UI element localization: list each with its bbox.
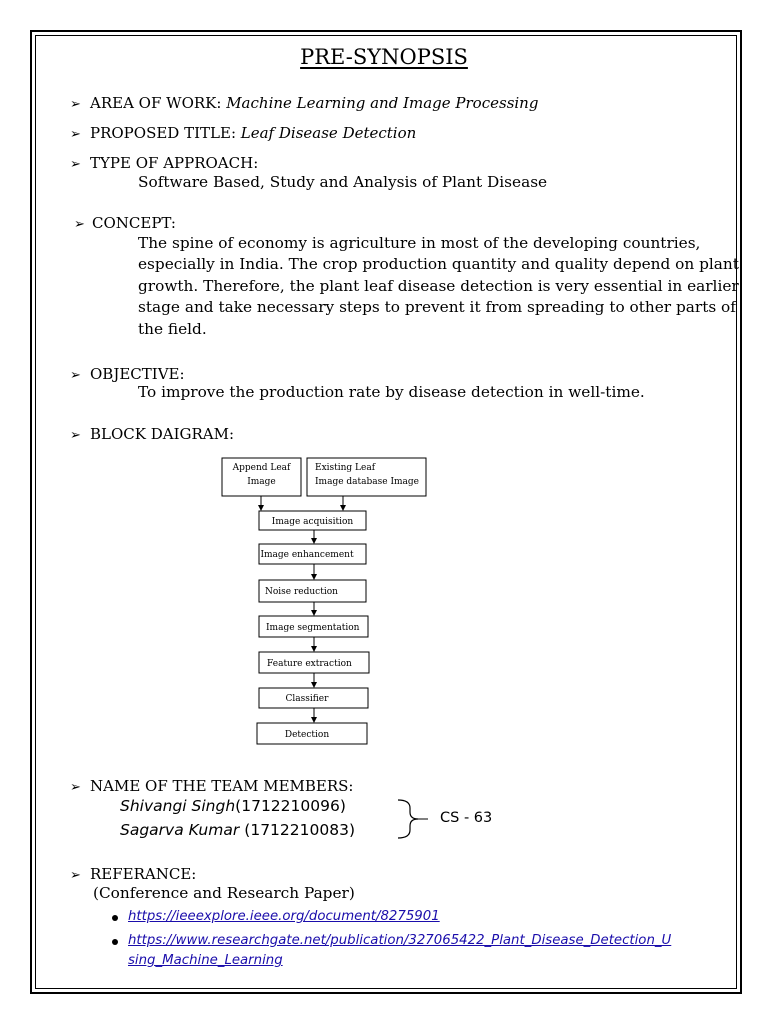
step-label-5: Feature extraction — [267, 659, 352, 669]
concept-line-1: The spine of economy is agriculture in most of the developing countries, — [138, 234, 701, 252]
concept-label: CONCEPT: — [92, 214, 176, 232]
reference-label: REFERANCE: — [90, 865, 197, 883]
bullet-dot-icon — [112, 939, 118, 945]
reference-link-2-cont[interactable]: sing_Machine_Learning — [128, 953, 283, 968]
step-label-1: Image acquisition — [271, 517, 354, 527]
concept-line-3: growth. Therefore, the plant leaf disease detection is very essential in earlier — [138, 277, 739, 295]
member-id: (1712210083) — [244, 821, 355, 839]
concept-line-4: stage and take necessary steps to prevent it from spreading to other parts of — [138, 298, 736, 316]
team-member-1 — [120, 796, 346, 815]
block-diagram-row — [70, 424, 234, 446]
member-id: (1712210096) — [235, 797, 346, 815]
proposed-label: PROPOSED TITLE: — [90, 124, 236, 142]
arrow-bullet-icon: ➢ — [70, 97, 81, 112]
arrow-bullet-icon: ➢ — [70, 428, 81, 443]
arrow-bullet-icon: ➢ — [74, 217, 85, 232]
objective-value: To improve the production rate by disease detection in well-time. — [138, 383, 645, 401]
step-label-2: Image enhancement — [260, 550, 354, 560]
arrow-bullet-icon: ➢ — [70, 127, 81, 142]
input-2-line-1: Existing Leaf — [315, 463, 376, 473]
input-2-line-2: Image database Image — [315, 477, 419, 487]
proposed-value: Leaf Disease Detection — [240, 124, 417, 142]
concept-line-5: the field. — [138, 320, 207, 338]
arrow-bullet-icon: ➢ — [70, 868, 81, 883]
arrow-bullet-icon: ➢ — [70, 157, 81, 172]
member-name: Sagarva Kumar — [120, 821, 240, 839]
area-value: Machine Learning and Image Processing — [226, 94, 539, 112]
proposed-title-row — [70, 123, 416, 145]
block-label: BLOCK DAIGRAM: — [90, 425, 235, 443]
area-of-work-row — [70, 93, 538, 115]
member-name: Shivangi Singh — [120, 797, 236, 815]
objective-label: OBJECTIVE: — [90, 365, 185, 383]
arrow-bullet-icon: ➢ — [70, 368, 81, 383]
concept-row — [74, 213, 176, 235]
reference-link-1[interactable]: https://ieeexplore.ieee.org/document/8275901 — [128, 909, 440, 924]
reference-subtitle: (Conference and Research Paper) — [93, 884, 355, 902]
approach-value: Software Based, Study and Analysis of Plant Disease — [138, 173, 548, 191]
team-label: NAME OF THE TEAM MEMBERS: — [90, 777, 354, 795]
step-label-4: Image segmentation — [266, 623, 360, 633]
input-1-line-2: Image — [247, 477, 276, 487]
step-label-7: Detection — [284, 730, 330, 740]
page-title: PRE-SYNOPSIS — [300, 45, 468, 69]
step-label-6: Classifier — [285, 694, 329, 704]
team-member-2 — [120, 820, 355, 839]
reference-link-2[interactable]: https://www.researchgate.net/publication/327065422_Plant_Disease_Detection_U — [128, 933, 672, 948]
approach-label: TYPE OF APPROACH: — [90, 154, 259, 172]
concept-line-2: especially in India. The crop production quantity and quality depend on plant — [138, 255, 739, 273]
input-1-line-1: Append Leaf — [232, 463, 291, 473]
step-label-3: Noise reduction — [265, 587, 338, 597]
team-group: CS - 63 — [440, 810, 493, 826]
team-row — [70, 776, 354, 798]
arrow-bullet-icon: ➢ — [70, 780, 81, 795]
bullet-dot-icon — [112, 915, 118, 921]
area-label: AREA OF WORK: — [90, 94, 222, 112]
